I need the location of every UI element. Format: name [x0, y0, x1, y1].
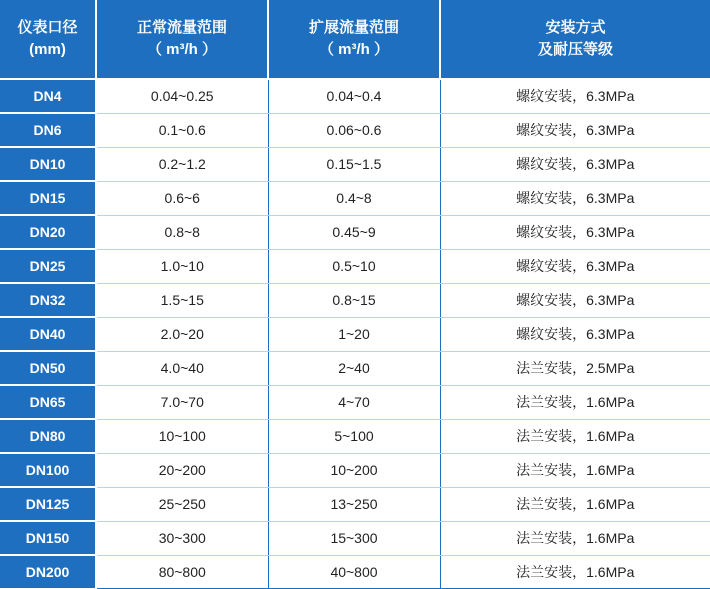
cell-extended-range: 0.4~8 [268, 181, 440, 215]
cell-extended-range: 0.06~0.6 [268, 113, 440, 147]
cell-extended-range: 40~800 [268, 555, 440, 588]
cell-installation: 螺纹安装，6.3MPa [440, 181, 710, 215]
table-row [0, 249, 710, 283]
table-header [0, 0, 710, 79]
cell-diameter: DN100 [0, 453, 96, 487]
table-row [0, 79, 710, 113]
cell-normal-range: 4.0~40 [96, 351, 268, 385]
cell-extended-range: 0.5~10 [268, 249, 440, 283]
cell-normal-range: 0.1~0.6 [96, 113, 268, 147]
cell-installation: 螺纹安装，6.3MPa [440, 317, 710, 351]
cell-normal-range: 25~250 [96, 487, 268, 521]
cell-installation: 法兰安装，1.6MPa [440, 385, 710, 419]
cell-normal-range: 0.2~1.2 [96, 147, 268, 181]
table-row [0, 555, 710, 588]
cell-diameter: DN80 [0, 419, 96, 453]
cell-installation: 法兰安装，1.6MPa [440, 453, 710, 487]
cell-diameter: DN10 [0, 147, 96, 181]
cell-installation: 螺纹安装，6.3MPa [440, 283, 710, 317]
cell-extended-range: 13~250 [268, 487, 440, 521]
table-row [0, 521, 710, 555]
cell-extended-range: 15~300 [268, 521, 440, 555]
table-row [0, 283, 710, 317]
cell-installation: 螺纹安装，6.3MPa [440, 249, 710, 283]
cell-extended-range: 0.8~15 [268, 283, 440, 317]
column-header-installation [440, 0, 710, 79]
cell-extended-range: 5~100 [268, 419, 440, 453]
cell-normal-range: 1.5~15 [96, 283, 268, 317]
cell-extended-range: 4~70 [268, 385, 440, 419]
column-header-normal-range-line1: 正常流量范围 [136, 19, 227, 37]
column-header-extended-range-line1: 扩展流量范围 [308, 19, 399, 37]
cell-diameter: DN20 [0, 215, 96, 249]
cell-installation: 螺纹安装，6.3MPa [440, 113, 710, 147]
cell-extended-range: 0.45~9 [268, 215, 440, 249]
column-header-diameter-line1: 仪表口径 [17, 19, 78, 37]
cell-normal-range: 7.0~70 [96, 385, 268, 419]
column-header-extended-range [268, 0, 440, 79]
table-row [0, 113, 710, 147]
cell-extended-range: 1~20 [268, 317, 440, 351]
cell-installation: 螺纹安装，6.3MPa [440, 215, 710, 249]
cell-installation: 法兰安装，1.6MPa [440, 487, 710, 521]
cell-installation: 螺纹安装，6.3MPa [440, 79, 710, 113]
table-row [0, 147, 710, 181]
cell-normal-range: 0.04~0.25 [96, 79, 268, 113]
cell-diameter: DN150 [0, 521, 96, 555]
cell-extended-range: 10~200 [268, 453, 440, 487]
table-row [0, 453, 710, 487]
cell-extended-range: 0.15~1.5 [268, 147, 440, 181]
cell-installation: 螺纹安装，6.3MPa [440, 147, 710, 181]
table-row [0, 487, 710, 521]
cell-diameter: DN15 [0, 181, 96, 215]
cell-normal-range: 1.0~10 [96, 249, 268, 283]
cell-diameter: DN125 [0, 487, 96, 521]
cell-diameter: DN4 [0, 79, 96, 113]
cell-normal-range: 20~200 [96, 453, 268, 487]
column-header-installation-line2: 及耐压等级 [537, 41, 613, 58]
column-header-normal-range-line2: （ m³/h ） [147, 41, 217, 58]
cell-diameter: DN200 [0, 555, 96, 588]
column-header-diameter-line2: (mm) [29, 41, 66, 58]
cell-normal-range: 80~800 [96, 555, 268, 588]
table-body [0, 79, 710, 588]
column-header-installation-line1: 安装方式 [545, 19, 606, 37]
column-header-extended-range-line2: （ m³/h ） [319, 41, 389, 58]
column-header-diameter [0, 0, 96, 79]
table-row [0, 181, 710, 215]
table-row [0, 215, 710, 249]
cell-normal-range: 0.6~6 [96, 181, 268, 215]
table-row [0, 419, 710, 453]
cell-normal-range: 30~300 [96, 521, 268, 555]
cell-diameter: DN40 [0, 317, 96, 351]
table-row [0, 317, 710, 351]
cell-normal-range: 10~100 [96, 419, 268, 453]
cell-installation: 法兰安装，1.6MPa [440, 521, 710, 555]
cell-diameter: DN6 [0, 113, 96, 147]
cell-diameter: DN50 [0, 351, 96, 385]
table-row [0, 351, 710, 385]
header-row [0, 0, 710, 79]
table-row [0, 385, 710, 419]
cell-extended-range: 0.04~0.4 [268, 79, 440, 113]
cell-installation: 法兰安装，2.5MPa [440, 351, 710, 385]
cell-installation: 法兰安装，1.6MPa [440, 419, 710, 453]
cell-diameter: DN65 [0, 385, 96, 419]
cell-extended-range: 2~40 [268, 351, 440, 385]
cell-normal-range: 0.8~8 [96, 215, 268, 249]
column-header-normal-range [96, 0, 268, 79]
cell-diameter: DN32 [0, 283, 96, 317]
cell-diameter: DN25 [0, 249, 96, 283]
cell-installation: 法兰安装，1.6MPa [440, 555, 710, 588]
cell-normal-range: 2.0~20 [96, 317, 268, 351]
